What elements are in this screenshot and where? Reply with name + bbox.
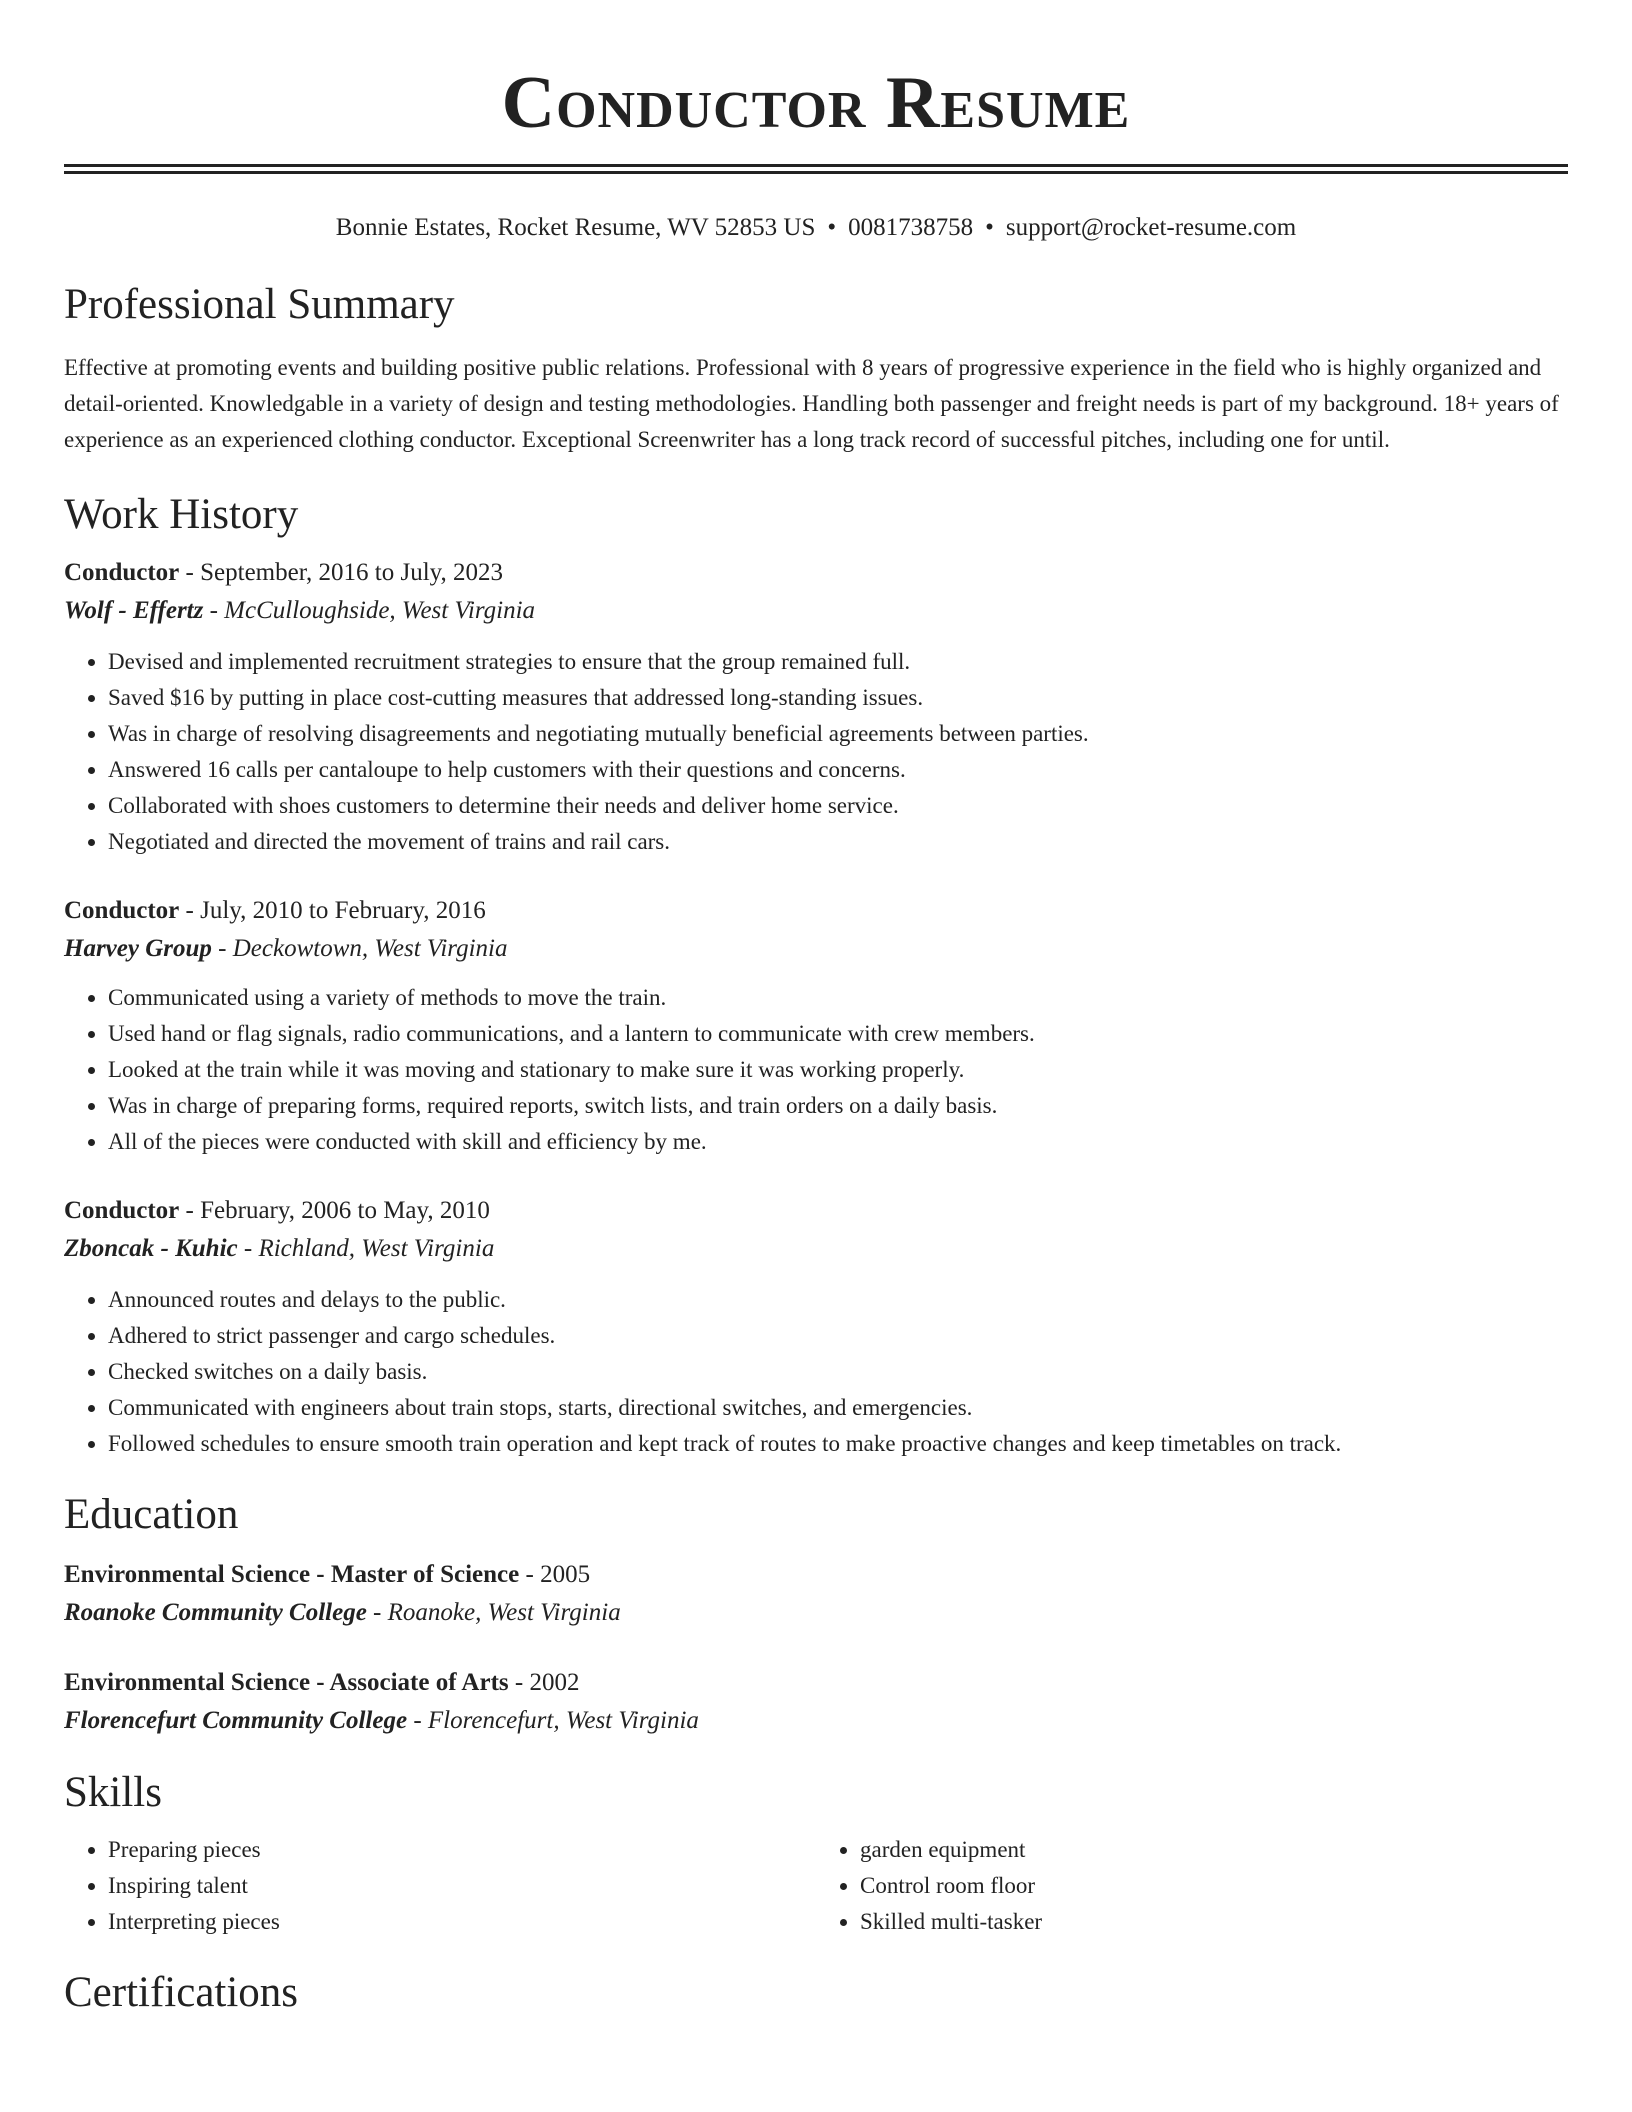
list-item: • Skilled multi-tasker	[860, 1904, 1568, 1940]
job-title: Conductor	[64, 1197, 180, 1224]
list-item: • garden equipment	[860, 1832, 1568, 1868]
job-company: Zboncak - Kuhic	[64, 1235, 238, 1262]
title-divider	[64, 164, 1568, 174]
list-item: • Devised and implemented recruitment strategies to ensure that the group remained full.	[108, 644, 1568, 680]
contact-phone: 0081738758	[848, 214, 974, 241]
contact-address: Bonnie Estates, Rocket Resume, WV 52853 US	[335, 214, 816, 241]
education-entry	[64, 1664, 1568, 1740]
list-item: • Communicated with engineers about train stops, starts, directional switches, and emergencies.	[108, 1390, 1568, 1426]
skills-list-right	[816, 1832, 1568, 1940]
job-location: - Deckowtown, West Virginia	[211, 935, 508, 962]
education-year: - 2005	[519, 1561, 591, 1588]
job-location: - Richland, West Virginia	[237, 1235, 495, 1262]
certifications-section	[64, 1966, 1568, 2020]
contact-email: support@rocket-resume.com	[1005, 214, 1297, 241]
summary-text: Effective at promoting events and building positive public relations. Professional with 8 years of progressive experience in the field who is highly organized and detail-oriented. Knowledgable in a variety of design and testing methodologies. Handling both passenger and freight needs is part of my background. 18+ years of experience as an experienced clothing conductor. Exceptional Screenwriter has a long track record of successful pitches, including one for until.	[64, 355, 1559, 452]
education-school-line	[64, 1702, 1568, 1740]
education-year: - 2002	[508, 1669, 580, 1696]
skills-heading: Skills	[64, 1769, 162, 1816]
skills-list-left	[64, 1832, 816, 1940]
job-company-line	[64, 1230, 1568, 1268]
list-item: • Checked switches on a daily basis.	[108, 1354, 1568, 1390]
education-school-line	[64, 1594, 1568, 1632]
education-school: Florencefurt Community College	[64, 1707, 408, 1734]
education-degree-line	[64, 1556, 1568, 1594]
list-item: • Preparing pieces	[108, 1832, 816, 1868]
page-title: Conductor Resume	[501, 62, 1131, 144]
list-item: • Answered 16 calls per cantaloupe to help customers with their questions and concerns.	[108, 752, 1568, 788]
education-degree: Environmental Science - Master of Science	[64, 1561, 520, 1588]
education-degree: Environmental Science - Associate of Arts	[64, 1669, 509, 1696]
summary-section	[64, 278, 1568, 458]
job-company: Wolf - Effertz	[64, 597, 204, 624]
contact-separator: •	[985, 214, 994, 241]
job-company-line	[64, 592, 1568, 630]
list-item: • Used hand or flag signals, radio communications, and a lantern to communicate with crew members.	[108, 1016, 1568, 1052]
job-location: - McCulloughside, West Virginia	[203, 597, 536, 624]
education-location: - Roanoke, West Virginia	[366, 1599, 621, 1626]
job-dates: - February, 2006 to May, 2010	[179, 1197, 490, 1224]
job-title-line	[64, 892, 1568, 930]
resume-page	[64, 0, 1568, 2020]
list-item: • Communicated using a variety of methods to move the train.	[108, 980, 1568, 1016]
education-degree-line	[64, 1664, 1568, 1702]
list-item: • Negotiated and directed the movement of trains and rail cars.	[108, 824, 1568, 860]
job-title-line	[64, 1192, 1568, 1230]
skills-section	[64, 1766, 1568, 1940]
list-item: • Was in charge of resolving disagreements and negotiating mutually beneficial agreements between parties.	[108, 716, 1568, 752]
list-item: • Followed schedules to ensure smooth train operation and kept track of routes to make proactive changes and keep timetables on track.	[108, 1426, 1568, 1462]
job-company: Harvey Group	[64, 935, 212, 962]
work-history-section	[64, 488, 1568, 1462]
job-title-line	[64, 554, 1568, 592]
job-company-line	[64, 930, 1568, 968]
list-item: • All of the pieces were conducted with skill and efficiency by me.	[108, 1124, 1568, 1160]
job-title: Conductor	[64, 559, 180, 586]
education-heading: Education	[64, 1491, 239, 1538]
certifications-heading: Certifications	[64, 1969, 299, 2016]
education-location: - Florencefurt, West Virginia	[407, 1707, 699, 1734]
list-item: • Control room floor	[860, 1868, 1568, 1904]
contact-line	[64, 212, 1568, 244]
job-entry	[64, 1192, 1568, 1462]
job-bullets	[64, 980, 1568, 1160]
job-bullets	[64, 644, 1568, 860]
job-dates: - July, 2010 to February, 2016	[179, 897, 486, 924]
list-item: • Adhered to strict passenger and cargo schedules.	[108, 1318, 1568, 1354]
list-item: • Announced routes and delays to the public.	[108, 1282, 1568, 1318]
education-school: Roanoke Community College	[64, 1599, 367, 1626]
list-item: • Interpreting pieces	[108, 1904, 816, 1940]
work-history-heading: Work History	[64, 491, 299, 538]
job-title: Conductor	[64, 897, 180, 924]
list-item: • Looked at the train while it was moving and stationary to make sure it was working properly.	[108, 1052, 1568, 1088]
list-item: • Saved $16 by putting in place cost-cutting measures that addressed long-standing issues.	[108, 680, 1568, 716]
list-item: • Collaborated with shoes customers to determine their needs and deliver home service.	[108, 788, 1568, 824]
education-entry	[64, 1556, 1568, 1632]
job-dates: - September, 2016 to July, 2023	[179, 559, 504, 586]
summary-heading: Professional Summary	[64, 281, 455, 328]
job-bullets	[64, 1282, 1568, 1462]
job-entry	[64, 892, 1568, 1160]
list-item: • Was in charge of preparing forms, required reports, switch lists, and train orders on a daily basis.	[108, 1088, 1568, 1124]
job-entry	[64, 554, 1568, 860]
contact-separator: •	[827, 214, 837, 241]
education-section	[64, 1488, 1568, 1740]
skills-columns	[64, 1832, 1568, 1940]
list-item: • Inspiring talent	[108, 1868, 816, 1904]
